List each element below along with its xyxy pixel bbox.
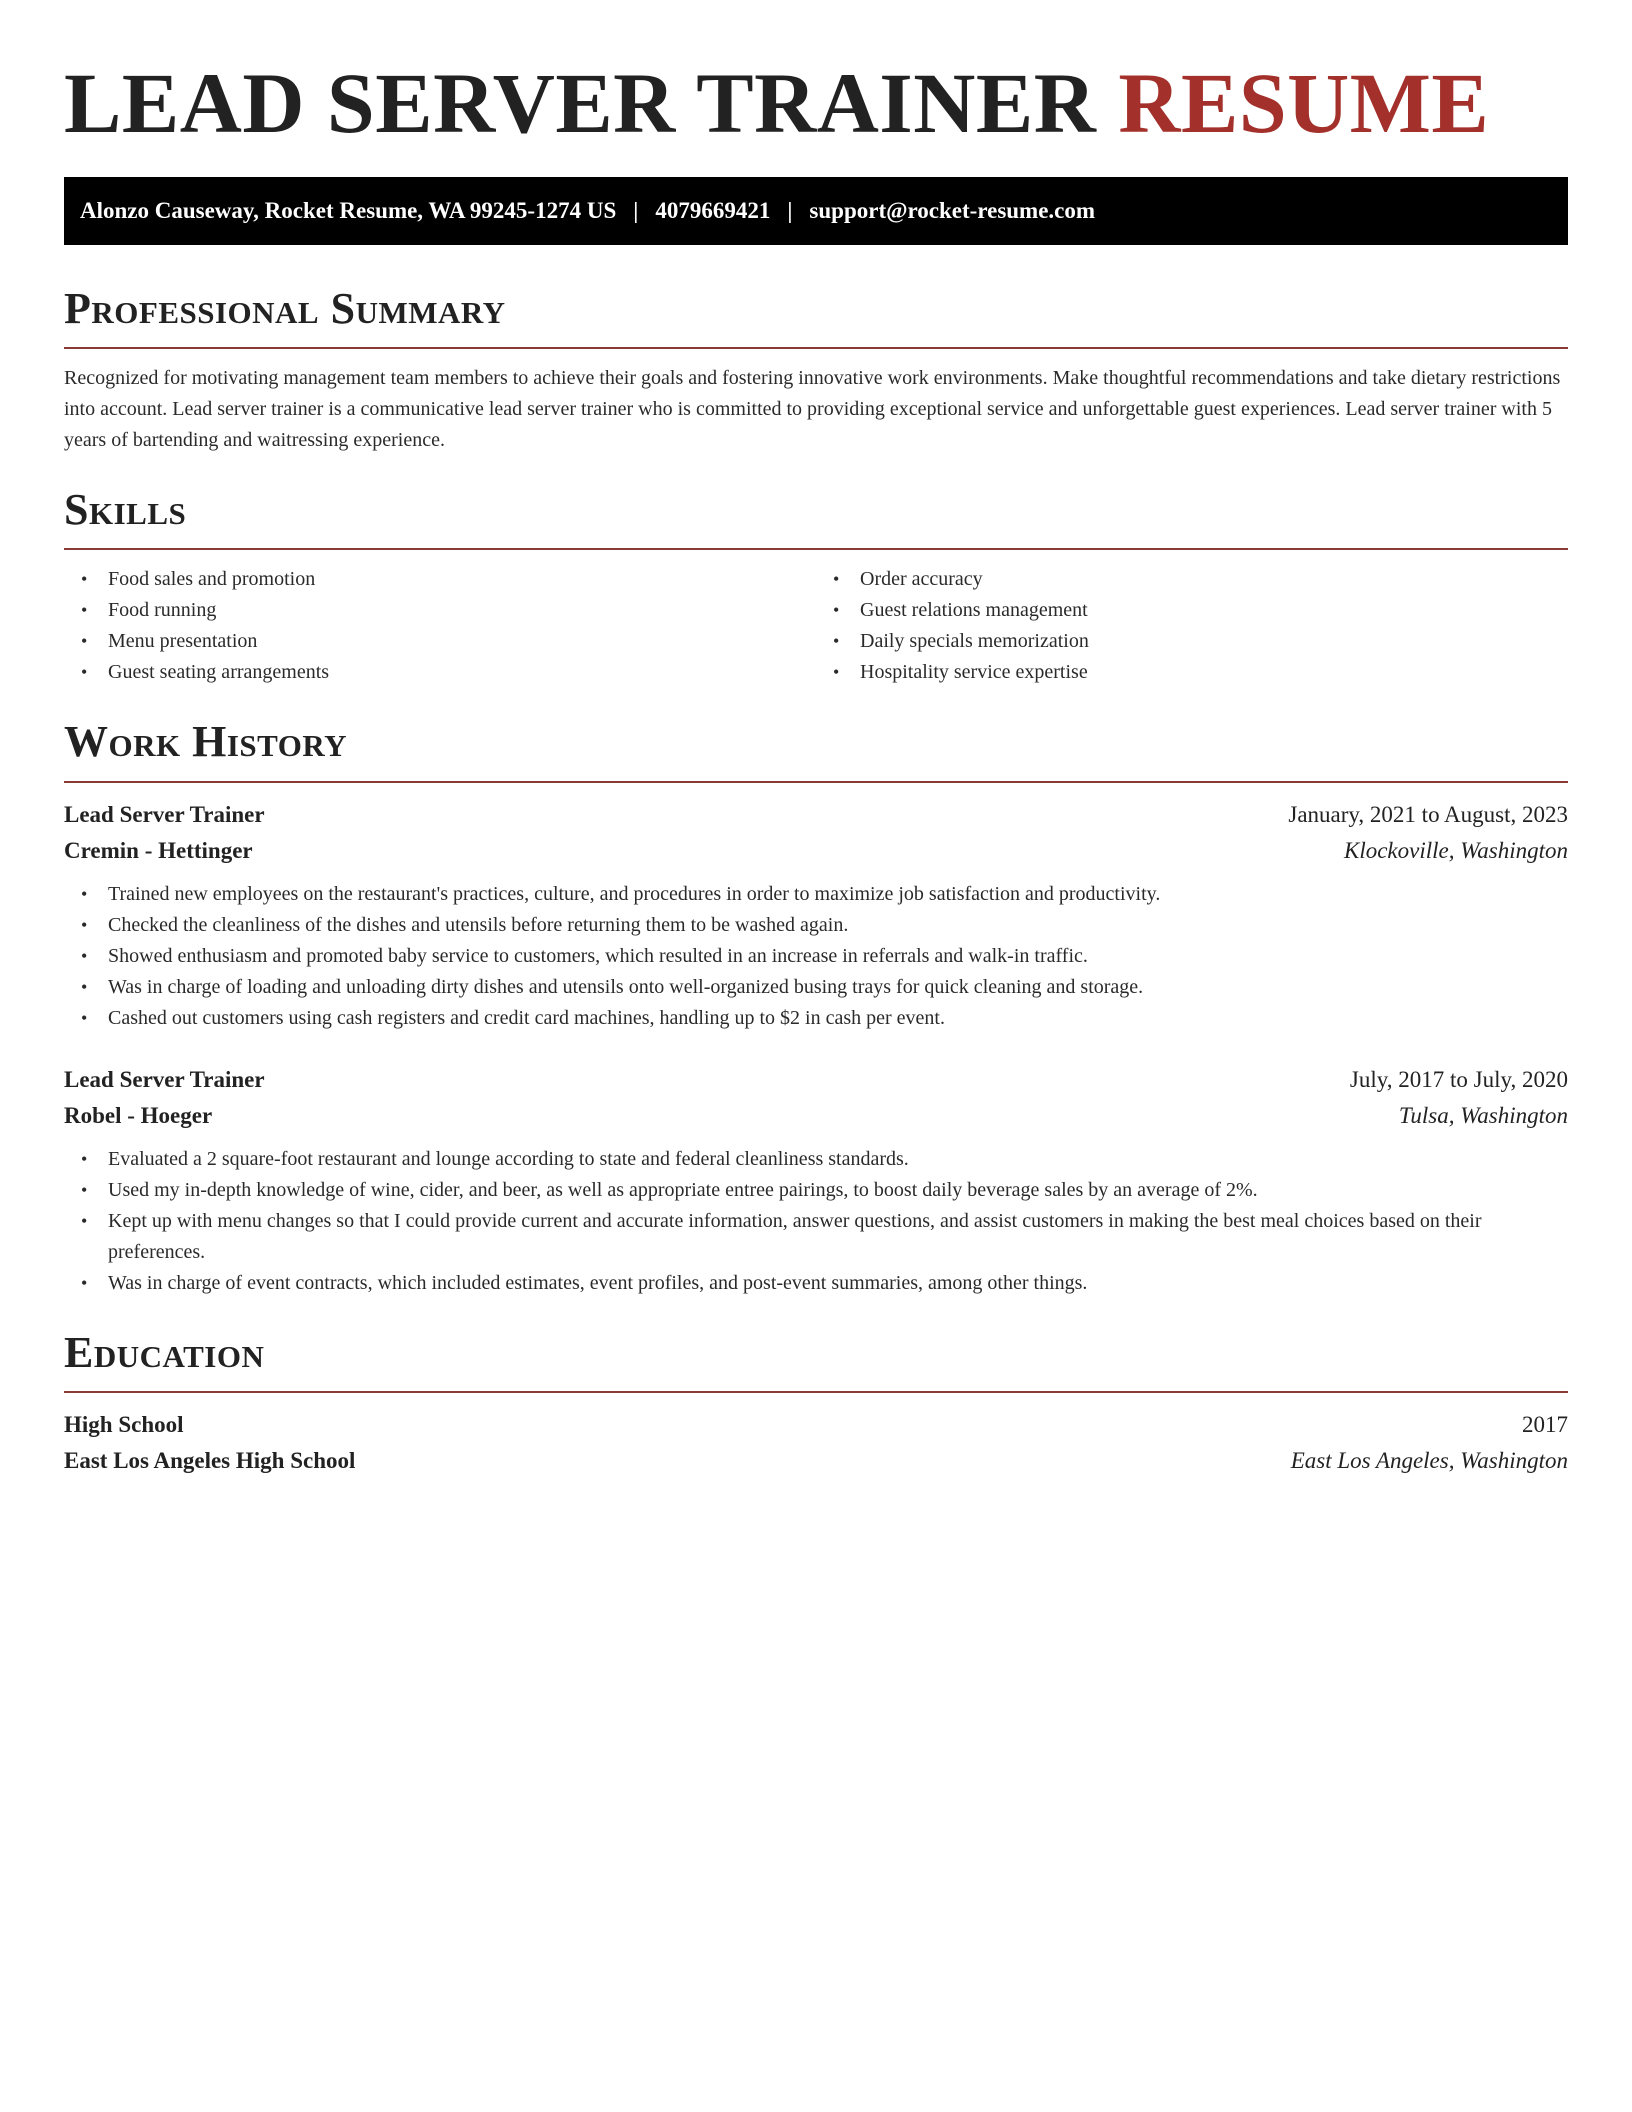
education-entry — [64, 1407, 1568, 1479]
job-bullet: • Used my in-depth knowledge of wine, cider, and beer, as well as appropriate entree pairings, to boost daily beverage sales by an average of 2%. — [108, 1175, 1568, 1206]
bullet-icon: • — [81, 1148, 88, 1169]
summary-section — [64, 285, 1568, 456]
education-year: 2017 — [1522, 1412, 1568, 1438]
skills-column-left — [64, 564, 816, 688]
skill-item: • Hospitality service expertise — [860, 657, 1568, 688]
section-heading-skills: Skills — [64, 484, 187, 534]
section-divider — [64, 347, 1568, 349]
bullet-icon: • — [833, 662, 840, 683]
contact-separator: | — [633, 197, 639, 223]
job-title: Lead Server Trainer — [64, 801, 265, 827]
job-bullet-list — [64, 879, 1568, 1034]
skill-item: • Food running — [108, 595, 816, 626]
skills-grid — [64, 564, 1568, 688]
skills-column-right — [816, 564, 1568, 688]
skill-item: • Food sales and promotion — [108, 564, 816, 595]
job-bullet: • Showed enthusiasm and promoted baby service to customers, which resulted in an increase in referrals and walk-in traffic. — [108, 941, 1568, 972]
job-entry — [64, 797, 1568, 1034]
work-history-section — [64, 718, 1568, 1298]
bullet-icon: • — [81, 662, 88, 683]
education-section — [64, 1329, 1568, 1479]
section-heading-education: Education — [64, 1327, 265, 1377]
job-company: Cremin - Hettinger — [64, 837, 253, 863]
contact-phone: 4079669421 — [655, 197, 771, 223]
job-bullet: • Evaluated a 2 square-foot restaurant and lounge according to state and federal cleanliness standards. — [108, 1144, 1568, 1175]
job-location: Klockoville, Washington — [1343, 837, 1568, 863]
bullet-icon: • — [81, 1179, 88, 1200]
job-bullet: • Cashed out customers using cash registers and credit card machines, handling up to $2 in cash per event. — [108, 1003, 1568, 1034]
skill-item: • Menu presentation — [108, 626, 816, 657]
bullet-icon: • — [833, 569, 840, 590]
job-company: Robel - Hoeger — [64, 1102, 213, 1128]
bullet-icon: • — [81, 1272, 88, 1293]
skills-section — [64, 486, 1568, 688]
contact-address: Alonzo Causeway, Rocket Resume, WA 99245-1274 US — [80, 197, 617, 223]
bullet-icon: • — [81, 1210, 88, 1231]
contact-email: support@rocket-resume.com — [809, 197, 1096, 223]
job-bullet-list — [64, 1144, 1568, 1299]
job-dates: July, 2017 to July, 2020 — [1349, 1066, 1568, 1092]
bullet-icon: • — [81, 600, 88, 621]
section-divider — [64, 781, 1568, 783]
job-bullet: • Was in charge of event contracts, which included estimates, event profiles, and post-event summaries, among other things. — [108, 1268, 1568, 1299]
bullet-icon: • — [81, 976, 88, 997]
bullet-icon: • — [81, 1007, 88, 1028]
skill-item: • Guest relations management — [860, 595, 1568, 626]
job-location: Tulsa, Washington — [1398, 1102, 1568, 1128]
skill-item: • Daily specials memorization — [860, 626, 1568, 657]
bullet-icon: • — [833, 600, 840, 621]
education-degree: High School — [64, 1412, 184, 1438]
resume-title — [64, 56, 1568, 151]
summary-text: Recognized for motivating management team members to achieve their goals and fostering innovative work environments. Make thoughtful recommendations and take dietary restrictions into account. Lead server trainer is a communicative lead server trainer who is committed to providing exceptional service and unforgettable guest experiences. Lead server trainer with 5 years of bartending and waitressing experience. — [64, 366, 1561, 451]
contact-separator: | — [787, 197, 793, 223]
job-title: Lead Server Trainer — [64, 1066, 265, 1092]
skill-item: • Order accuracy — [860, 564, 1568, 595]
job-bullet: • Trained new employees on the restaurant's practices, culture, and procedures in order to maximize job satisfaction and productivity. — [108, 879, 1568, 910]
job-bullet: • Kept up with menu changes so that I could provide current and accurate information, answer questions, and assist customers in making the best meal choices based on their preferences. — [108, 1206, 1568, 1268]
job-bullet: • Checked the cleanliness of the dishes and utensils before returning them to be washed again. — [108, 910, 1568, 941]
job-bullet: • Was in charge of loading and unloading dirty dishes and utensils onto well-organized busing trays for quick cleaning and storage. — [108, 972, 1568, 1003]
skill-item: • Guest seating arrangements — [108, 657, 816, 688]
education-location: East Los Angeles, Washington — [1290, 1448, 1568, 1474]
contact-bar — [64, 177, 1568, 245]
job-entry — [64, 1062, 1568, 1299]
bullet-icon: • — [81, 569, 88, 590]
section-heading-summary: Professional Summary — [64, 283, 506, 333]
section-heading-work-history: Work History — [64, 717, 348, 767]
bullet-icon: • — [81, 883, 88, 904]
section-divider — [64, 548, 1568, 550]
title-main: LEAD SERVER TRAINER — [64, 55, 1097, 151]
job-dates: January, 2021 to August, 2023 — [1288, 801, 1568, 827]
bullet-icon: • — [81, 631, 88, 652]
education-school: East Los Angeles High School — [64, 1448, 356, 1474]
bullet-icon: • — [833, 631, 840, 652]
bullet-icon: • — [81, 914, 88, 935]
section-divider — [64, 1391, 1568, 1393]
bullet-icon: • — [81, 945, 88, 966]
title-accent: RESUME — [1118, 55, 1490, 151]
